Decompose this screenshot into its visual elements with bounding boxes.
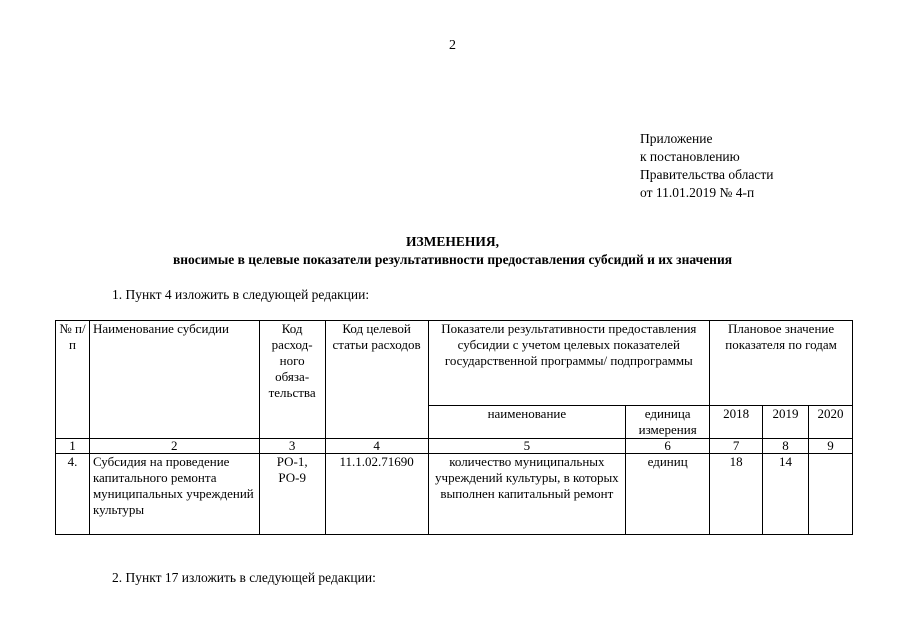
appendix-line-4: от 11.01.2019 № 4-п bbox=[640, 185, 755, 200]
column-number: 1 bbox=[56, 439, 90, 454]
table-row bbox=[56, 454, 853, 535]
column-number: 3 bbox=[259, 439, 325, 454]
table-column-numbers bbox=[56, 439, 853, 454]
header-indicator-unit: единица измерения bbox=[626, 406, 710, 439]
instruction-2: 2. Пункт 17 изложить в следующей редакции: bbox=[112, 570, 376, 585]
column-number: 7 bbox=[710, 439, 763, 454]
header-indicator-name: наименование bbox=[428, 406, 626, 439]
appendix-block bbox=[640, 130, 773, 202]
page-number: 2 bbox=[449, 38, 456, 53]
cell-target: 11.1.02.71690 bbox=[325, 454, 428, 535]
column-number: 8 bbox=[763, 439, 809, 454]
document-title: ИЗМЕНЕНИЯ, bbox=[405, 234, 499, 249]
cell-value-2020 bbox=[808, 454, 852, 535]
document-subtitle: вносимые в целевые показатели результативности предоставления субсидий и их значения bbox=[172, 252, 733, 267]
cell-value-2019: 14 bbox=[763, 454, 809, 535]
cell-subsidy-name: Субсидия на проведение капитального ремонта муниципальных учреждений культуры bbox=[89, 454, 259, 535]
cell-unit: единиц bbox=[626, 454, 710, 535]
cell-indicator: количество муниципальных учреждений культуры, в которых выполнен капитальный ремонт bbox=[428, 454, 626, 535]
table-header-row-1 bbox=[56, 321, 853, 406]
cell-no: 4. bbox=[56, 454, 90, 535]
column-number: 2 bbox=[89, 439, 259, 454]
changes-table bbox=[55, 320, 853, 535]
column-number: 5 bbox=[428, 439, 626, 454]
header-planned: Плановое значение показателя по годам bbox=[710, 321, 853, 406]
header-year-2019: 2019 bbox=[763, 406, 809, 439]
header-code: Код расход-ного обяза-тельства bbox=[259, 321, 325, 439]
header-year-2018: 2018 bbox=[710, 406, 763, 439]
appendix-line-3: Правительства области bbox=[640, 167, 774, 182]
header-name: Наименование субсидии bbox=[89, 321, 259, 439]
cell-code: РО-1, РО-9 bbox=[259, 454, 325, 535]
appendix-line-2: к постановлению bbox=[640, 149, 740, 164]
header-indicators: Показатели результативности предоставления субсидии с учетом целевых показателей государственной программы/ подпрограммы bbox=[428, 321, 710, 406]
appendix-line-1: Приложение bbox=[640, 131, 713, 146]
column-number: 6 bbox=[626, 439, 710, 454]
instruction-1: 1. Пункт 4 изложить в следующей редакции: bbox=[112, 287, 370, 302]
header-year-2020: 2020 bbox=[808, 406, 852, 439]
column-number: 4 bbox=[325, 439, 428, 454]
column-number: 9 bbox=[808, 439, 852, 454]
header-target: Код целевой статьи расходов bbox=[325, 321, 428, 439]
header-no: № п/п bbox=[56, 321, 90, 439]
cell-value-2018: 18 bbox=[710, 454, 763, 535]
